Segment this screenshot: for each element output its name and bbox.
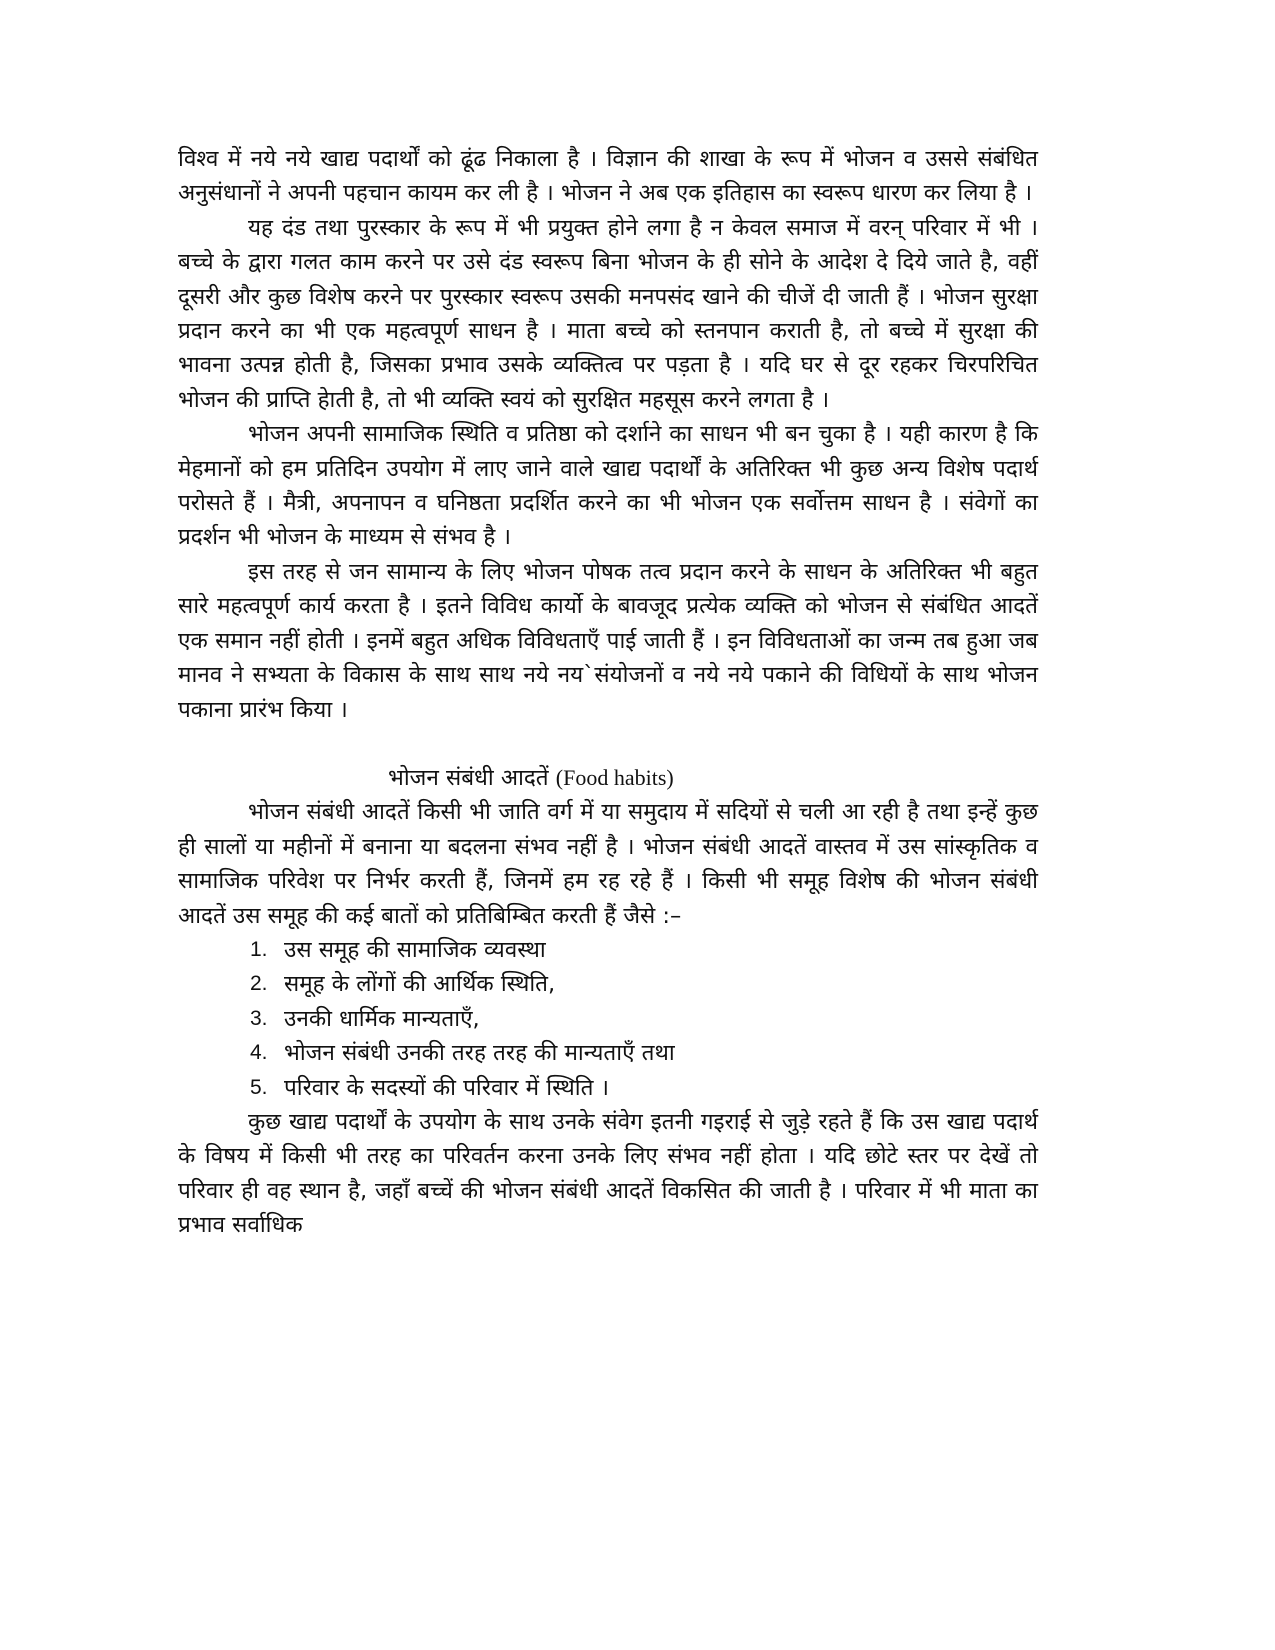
list-number: 2. <box>250 972 268 996</box>
list-number: 1. <box>250 937 268 961</box>
paragraph-punishment-reward: यह दंड तथा पुरस्कार के रूप में भी प्रयुक्त होने लगा है न केवल समाज में वरन् परिवार में भी । बच्चे के द्वारा गलत काम करने पर उसे दंड स्वरूप बिना भोजन के ही सोने के आदेश दे दिये जाते है, वहीं दूसरी और कुछ विशेष करने पर पुरस्कार स्वरूप उसकी मनपसंद खाने की चीजें दी जाती हैं । भोजन सुरक्षा प्रदान करने का भी एक महत्वपूर्ण साधन है । माता बच्चे को स्तनपान कराती है, तो बच्चे में सुरक्षा की भावना उत्पन्न होती है, जिसका प्रभाव उसके व्यक्तित्व पर पड़ता है । यदि घर से दूर रहकर चिरपरिचित भोजन की प्राप्ति हेाती है, तो भी व्यक्ति स्वयं को सुरक्षित महसूस करने लगता है । <box>178 214 1038 413</box>
paragraph-science-history: विश्व में नये नये खाद्य पदार्थों को ढूंढ निकाला है । विज्ञान की शाखा के रूप में भोजन व उससे संबंधित अनुसंधानों ने अपनी पहचान कायम कर ली है । भोजन ने अब एक इतिहास का स्वरूप धारण कर लिया है । <box>178 146 1038 207</box>
section-heading-food-habits <box>178 727 1038 795</box>
list-item <box>250 1036 1038 1070</box>
document-page <box>178 142 1038 1243</box>
list-text: परिवार के सदस्यों की परिवार में स्थिति । <box>284 1074 610 1101</box>
list-number: 3. <box>250 1006 268 1030</box>
list-text: समूह के लोंगों की आर्थिक स्थिति, <box>284 971 556 998</box>
heading-hindi: भोजन संबंधी आदतें <box>388 764 549 791</box>
paragraph-social-status: भोजन अपनी सामाजिक स्थिति व प्रतिष्ठा को दर्शाने का साधन भी बन चुका है । यही कारण है कि मेहमानों को हम प्रतिदिन उपयोग में लाए जाने वाले खाद्य पदार्थों के अतिरिक्त भी कुछ अन्य विशेष पदार्थ परोसते हैं । मैत्री, अपनापन व घनिष्ठता प्रदर्शित करने का भी भोजन एक सर्वोत्तम साधन है । संवेगों का प्रदर्शन भी भोजन के माध्यम से संभव है । <box>178 421 1038 551</box>
list-text: उनकी धार्मिक मान्यताएँ, <box>284 1005 480 1032</box>
list-item <box>250 967 1038 1001</box>
food-habits-list <box>178 933 1038 1105</box>
paragraph-emotions-family: कुछ खाद्य पदार्थों के उपयोग के साथ उनके संवेग इतनी गइराई से जुड़े रहते हैं कि उस खाद्य पदार्थ के विषय में किसी भी तरह का परिवर्तन करना उनके लिए संभव नहीं होता । यदि छोटे स्तर पर देखें तो परिवार ही वह स्थान है, जहाँ बच्चें की भोजन संबंधी आदतें विकसित की जाती है । परिवार में भी माता का प्रभाव सर्वाधिक <box>178 1108 1038 1239</box>
list-item <box>250 933 1038 967</box>
list-item <box>250 1002 1038 1036</box>
list-text: भोजन संबंधी उनकी तरह तरह की मान्यताएँ तथा <box>284 1040 675 1067</box>
paragraph-diversity: इस तरह से जन सामान्य के लिए भोजन पोषक तत्व प्रदान करने के साधन के अतिरिक्त भी बहुत सारे महत्वपूर्ण कार्य करता है । इतने विविध कार्यो के बावजूद प्रत्येक व्यक्ति को भोजन से संबंधित आदतें एक समान नहीं होती । इनमें बहुत अधिक विविधताएँ पाई जाती हैं । इन विविधताओं का जन्म तब हुआ जब मानव ने सभ्यता के विकास के साथ साथ नये नय`संयोजनों व नये नये पकाने की विधियों के साथ भोजन पकाना प्रारंभ किया । <box>178 558 1038 723</box>
list-item <box>250 1071 1038 1105</box>
paragraph-food-habits-intro: भोजन संबंधी आदतें किसी भी जाति वर्ग में या समुदाय में सदियों से चली आ रही है तथा इन्हें कुछ ही सालों या महीनों में बनाना या बदलना संभव नहीं है । भोजन संबंधी आदतें वास्तव में उस सांस्कृतिक व सामाजिक परिवेश पर निर्भर करती हैं, जिनमें हम रह रहे हैं । किसी भी समूह विशेष की भोजन संबंधी आदतें उस समूह की कई बातों को प्रतिबिम्बित करती हैं जैसे :– <box>178 799 1038 929</box>
heading-english: (Food habits) <box>555 764 674 790</box>
list-number: 4. <box>250 1041 268 1065</box>
list-text: उस समूह की सामाजिक व्यवस्था <box>284 936 546 963</box>
list-number: 5. <box>250 1075 268 1099</box>
